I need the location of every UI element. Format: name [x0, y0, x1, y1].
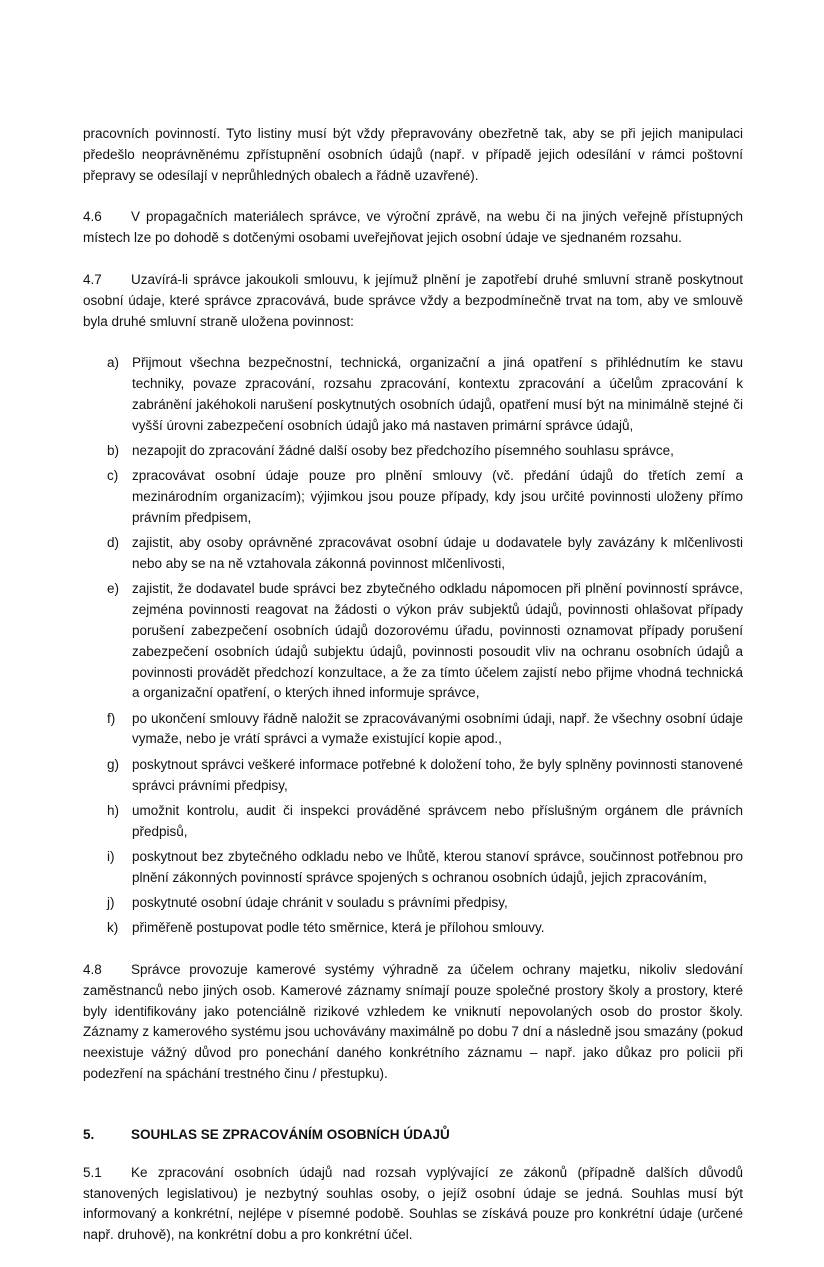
list-letter: a) [107, 355, 120, 371]
list-item-f [83, 709, 743, 751]
paragraph-number: 5.1 [83, 1164, 102, 1180]
list-item-text: poskytnout správci veškeré informace potřebné k doložení toho, že byly splněny povinnosti stanovené správci právními předpisy, [132, 756, 743, 793]
list-item-c [83, 466, 743, 528]
list-letter: g) [107, 756, 120, 772]
list-item-text: přiměřeně postupovat podle této směrnice, která je přílohou smlouvy. [132, 920, 545, 936]
list-item-j [83, 893, 743, 914]
list-item-b [83, 441, 743, 462]
list-letter: h) [107, 802, 120, 818]
section-title: SOUHLAS SE ZPRACOVÁNÍM OSOBNÍCH ÚDAJŮ [131, 1126, 450, 1142]
document-page [83, 124, 743, 1267]
list-item-text: umožnit kontrolu, audit či inspekci prováděné správcem nebo příslušným orgánem dle právních předpisů, [132, 802, 743, 839]
paragraph-4-8 [83, 960, 743, 1085]
list-item-e [83, 579, 743, 704]
section-heading-5 [83, 1125, 743, 1145]
list-item-g [83, 755, 743, 797]
list-letter: d) [107, 535, 120, 551]
paragraph-text: V propagačních materiálech správce, ve výroční zprávě, na webu či na jiných veřejně přístupných místech lze po dohodě s dotčenými osobami uveřejňovat jejich osobní údaje ve sjednaném rozsahu. [83, 209, 743, 246]
paragraph-text: Uzavírá-li správce jakoukoli smlouvu, k jejímuž plnění je zapotřebí druhé smluvní straně poskytnout osobní údaje, které správce zpracovává, bude správce vždy a bezpodmínečně trvat na tom, aby ve smlouvě byla druhé smluvní straně uložena povinnost: [83, 271, 743, 329]
list-item-text: poskytnuté osobní údaje chránit v souladu s právními předpisy, [132, 895, 508, 910]
paragraph-text: Ke zpracování osobních údajů nad rozsah vyplývající ze zákonů (případně dalších důvodů stanovených legislativou) je nezbytný souhlas osoby, o jejíž osobní údaje se jedná. Souhlas musí být informovaný a konkrétní, nejlépe v písemné podobě. Souhlas se získává pouze pro konkrétní údaje (určené např. druhově), na konkrétní dobu a pro konkrétní účel. [83, 1164, 743, 1243]
list-item-text: po ukončení smlouvy řádně naložit se zpracovávanými osobními údaji, např. že všechny osobní údaje vymaže, nebo je vrátí správci a vymaže existující kopie apod., [132, 710, 743, 747]
paragraph-4-6 [83, 207, 743, 249]
obligations-list [83, 353, 743, 939]
paragraph-number: 4.7 [83, 271, 102, 287]
list-letter: b) [107, 443, 120, 459]
paragraph-text: Správce provozuje kamerové systémy výhradně za účelem ochrany majetku, nikoliv sledování zaměstnanců nebo jiných osob. Kamerové záznamy snímají pouze společné prostory školy a prostory, které byly identifikovány jako potenciálně rizikové vzhledem ke vniknutí nepovolaných osob do prostor školy. Záznamy z kamerového systému jsou uchovávány maximálně po dobu 7 dní a následně jsou smazány (pokud neexistuje vážný důvod pro ponechání daného konkrétního záznamu – např. jako důkaz pro policii při podezření na spáchání trestného činu / přestupku). [83, 962, 743, 1082]
list-item-text: poskytnout bez zbytečného odkladu nebo ve lhůtě, kterou stanoví správce, součinnost potřebnou pro plnění zákonných povinností správce spojených s ochranou osobních údajů, jejich zpracováním, [132, 848, 743, 885]
list-item-d [83, 533, 743, 575]
paragraph-number: 4.8 [83, 962, 102, 978]
list-letter: e) [107, 581, 120, 597]
list-item-i [83, 847, 743, 889]
paragraph-number: 4.6 [83, 209, 102, 225]
list-item-text: zpracovávat osobní údaje pouze pro plnění smlouvy (vč. předání údajů do třetích zemí a mezinárodním organizacím); výjimkou jsou pouze případy, kdy jsou určité povinnosti uloženy přímo právním předpisem, [132, 468, 743, 525]
paragraph-5-1 [83, 1163, 743, 1246]
list-letter: c) [107, 468, 119, 484]
paragraph-4-7 [83, 270, 743, 332]
list-item-a [83, 353, 743, 436]
list-item-text: zajistit, že dodavatel bude správci bez zbytečného odkladu nápomocen při plnění povinností správce, zejména povinnosti reagovat na žádosti o výkon práv subjektů údajů, povinnosti ohlašovat případy porušení zabezpečení osobních údajů dozorovému úřadu, povinnosti oznamovat případy porušení zabezpečení osobních údajů subjektu údajů, povinnosti posoudit vliv na ochranu osobních údajů a povinnosti provádět předchozí konzultace, a že za tímto účelem zajistí nebo přijme vhodná technická a organizační opatření, o kterých ihned informuje správce, [132, 581, 743, 701]
list-item-k [83, 918, 743, 939]
list-item-text: Přijmout všechna bezpečnostní, technická, organizační a jiná opatření s přihlédnutím ke stavu techniky, povaze zpracování, rozsahu zpracování, kontextu zpracování a účelům zpracování k zabránění jakéhokoli narušení poskytnutých osobních údajů, opatření musí být na minimálně stejné či vyšší úrovni zabezpečení osobních údajů jako má nastaven primární správce údajů, [132, 355, 743, 433]
list-letter: i) [107, 848, 115, 864]
list-item-text: nezapojit do zpracování žádné další osoby bez předchozího písemného souhlasu správce, [132, 443, 674, 459]
list-letter: k) [107, 920, 119, 936]
list-letter: f) [107, 710, 116, 726]
list-item-text: zajistit, aby osoby oprávněné zpracovávat osobní údaje u dodavatele byly zavázány k mlčenlivosti nebo aby se na ně vztahovala zákonná povinnost mlčenlivosti, [132, 535, 743, 572]
list-item-h [83, 801, 743, 843]
list-letter: j) [107, 895, 115, 910]
intro-paragraph: pracovních povinností. Tyto listiny musí být vždy přepravovány obezřetně tak, aby se při jejich manipulaci předešlo neoprávněnému zpřístupnění osobních údajů (např. v případě jejich odesílání v rámci poštovní přepravy se odesílají v neprůhledných obalech a řádně uzavřené). [83, 126, 743, 183]
section-number: 5. [83, 1126, 95, 1142]
